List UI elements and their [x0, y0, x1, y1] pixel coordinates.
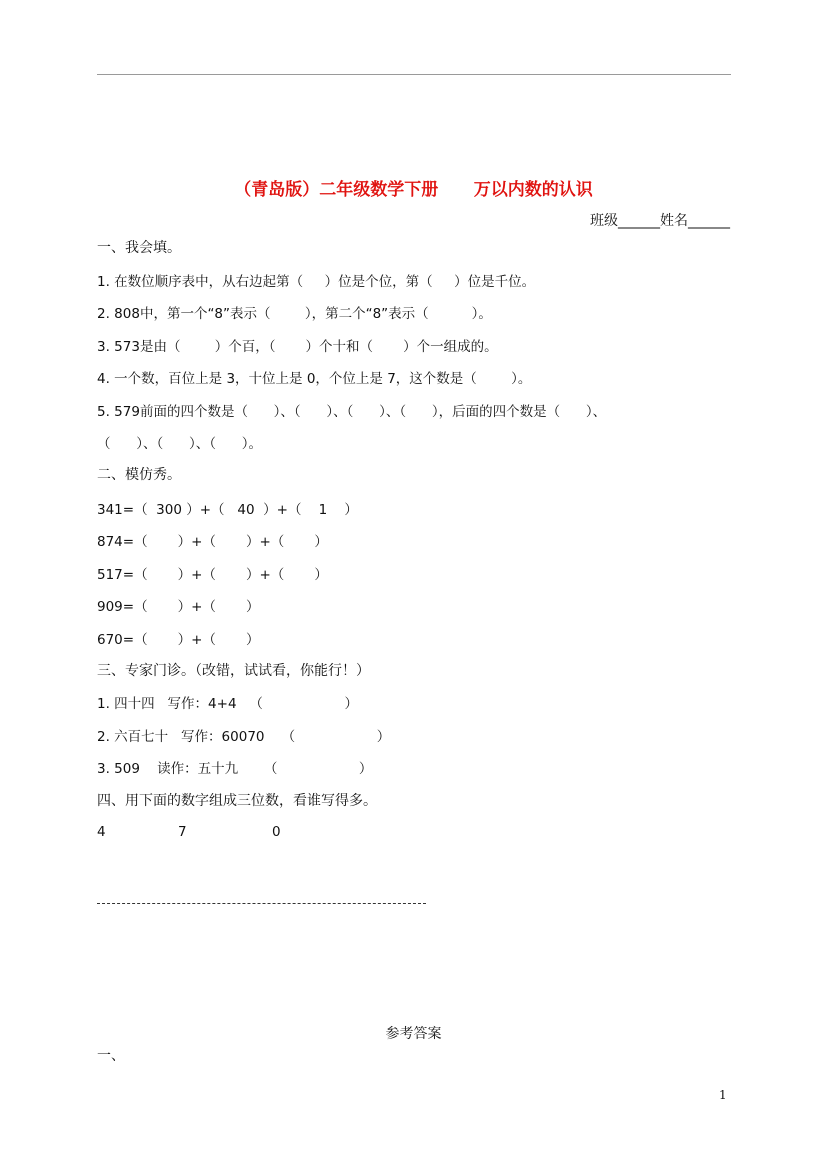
- question-line: 874=（ ）+（ ）+（ ）: [97, 534, 328, 550]
- question-line: 2. 808中，第一个“8”表示（ ），第二个“8”表示（ ）。: [97, 306, 492, 322]
- question-line: 517=（ ）+（ ）+（ ）: [97, 567, 328, 583]
- section1-heading: 一、我会填。: [97, 240, 181, 256]
- question-line: 2. 六百七十 写作：60070 （ ）: [97, 729, 391, 745]
- class-name-line: 班级______姓名______: [590, 213, 730, 229]
- question-line: 341=（ 300 ）+（ 40 ）+（ 1 ）: [97, 502, 358, 518]
- question-line: 670=（ ）+（ ）: [97, 632, 260, 648]
- section3-heading: 三、专家门诊。（改错，试试看，你能行！）: [97, 663, 370, 679]
- digit-4: 4: [97, 824, 106, 840]
- question-line: 1. 四十四 写作：4+4 （ ）: [97, 696, 358, 712]
- question-line: 4. 一个数，百位上是 3，十位上是 0，个位上是 7，这个数是（ ）。: [97, 371, 532, 387]
- question-line: 909=（ ）+（ ）: [97, 599, 260, 615]
- question-line: 3. 509 读作：五十九 （ ）: [97, 761, 373, 777]
- question-line: 3. 573是由（ ）个百，（ ）个十和（ ）个一组成的。: [97, 339, 498, 355]
- section2-heading: 二、模仿秀。: [97, 467, 181, 483]
- section4-heading: 四、用下面的数字组成三位数，看谁写得多。: [97, 793, 377, 809]
- question-line: 5. 579前面的四个数是（ ）、（ ）、（ ）、（ ），后面的四个数是（ ）、: [97, 404, 607, 420]
- answer-line: [97, 903, 426, 904]
- digit-0: 0: [272, 824, 281, 840]
- answer-title: 参考答案: [385, 1026, 442, 1042]
- page-number: 1: [719, 1088, 727, 1102]
- answer-section1-label: 一、: [97, 1048, 125, 1064]
- question-line: 1. 在数位顺序表中，从右边起第（ ）位是个位，第（ ）位是千位。: [97, 274, 536, 290]
- question-line: （ ）、（ ）、（ ）。: [97, 436, 262, 452]
- header-rule: [97, 74, 731, 75]
- page-title: （青岛版）二年级数学下册 万以内数的认识: [234, 180, 593, 200]
- digit-7: 7: [178, 824, 187, 840]
